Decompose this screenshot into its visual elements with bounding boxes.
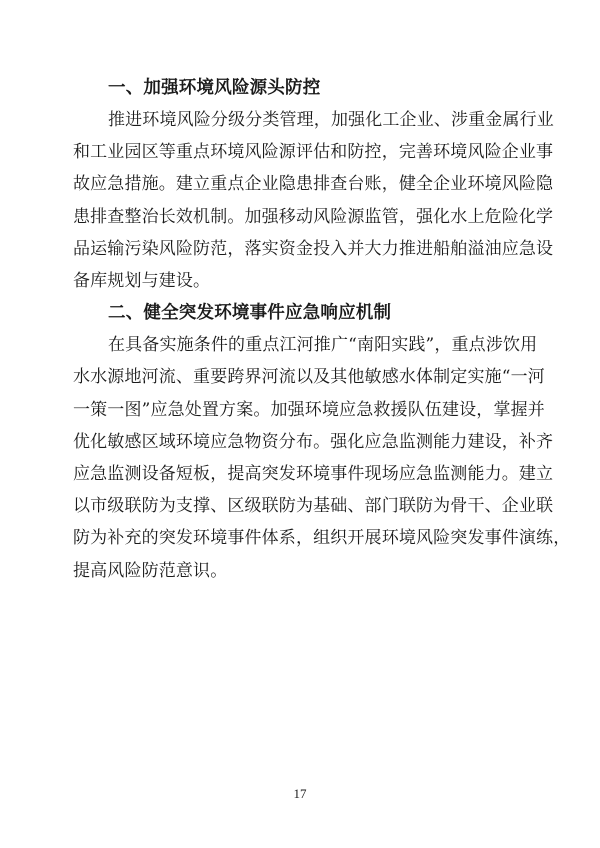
section-heading-1: 一、加强环境风险源头防控 (108, 78, 321, 98)
paragraph-line: 患排查整治长效机制。加强移动风险源监管，强化水上危险化学 (73, 206, 554, 227)
document-body (73, 72, 571, 587)
paragraph-line: 和工业园区等重点环境风险源评估和防控，完善环境风险企业事 (73, 142, 554, 163)
paragraph-line: 一策一图”应急处置方案。加强环境应急救援队伍建设，掌握并 (73, 399, 545, 420)
section-2-paragraph (73, 329, 571, 587)
paragraph-line: 优化敏感区域环境应急物资分布。强化应急监测能力建设，补齐 (73, 431, 554, 452)
paragraph-line: 以市级联防为支撑、区级联防为基础、部门联防为骨干、企业联 (73, 496, 554, 517)
paragraph-line: 备库规划与建设。 (73, 271, 211, 292)
paragraph-line: 故应急措施。建立重点企业隐患排查台账，健全企业环境风险隐 (73, 174, 554, 195)
paragraph-line: 在具备实施条件的重点江河推广“南阳实践”，重点涉饮用 (108, 335, 538, 356)
section-1-paragraph (73, 104, 554, 297)
paragraph-line: 品运输污染风险防范，落实资金投入并大力推进船舶溢油应急设 (73, 238, 554, 259)
section-heading-2: 二、健全突发环境事件应急响应机制 (108, 303, 392, 324)
paragraph-line: 水水源地河流、重要跨界河流以及其他敏感水体制定实施“一河 (73, 367, 545, 388)
paragraph-line: 推进环境风险分级分类管理，加强化工企业、涉重金属行业 (108, 110, 554, 130)
paragraph-line: 防为补充的突发环境事件体系，组织开展环境风险突发事件演练， (73, 528, 571, 549)
paragraph-line: 提高风险防范意识。 (73, 560, 228, 581)
page-number: 17 (293, 786, 307, 801)
paragraph-line: 应急监测设备短板，提高突发环境事件现场应急监测能力。建立 (73, 464, 554, 485)
